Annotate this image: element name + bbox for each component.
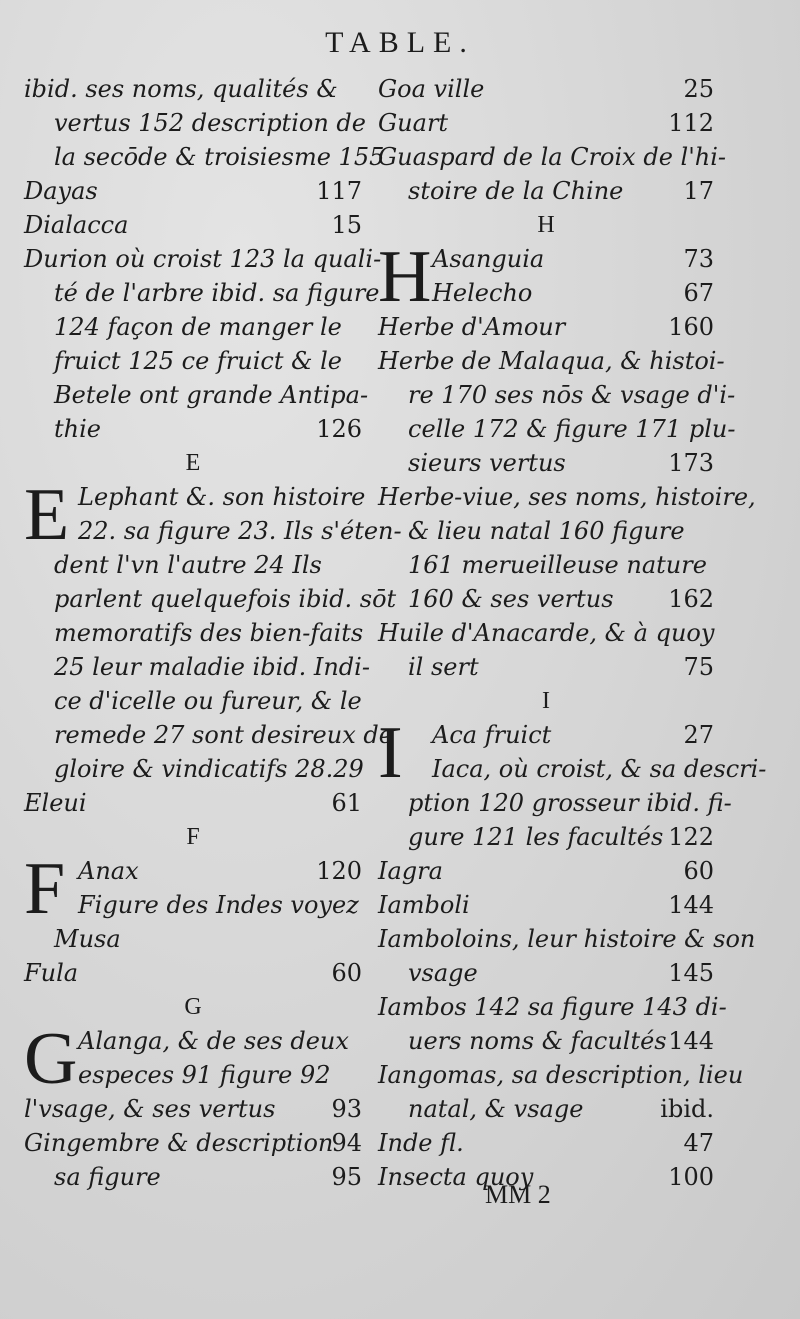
drop-capital: E <box>24 474 70 556</box>
entry-text: Asanguia <box>432 245 545 273</box>
index-entry <box>378 854 714 888</box>
entry-page-number: 122 <box>668 823 714 851</box>
index-entry <box>24 1160 362 1194</box>
index-entry <box>378 1058 744 1092</box>
index-entry <box>24 208 362 242</box>
index-entry <box>378 1024 714 1058</box>
index-entry <box>24 650 370 684</box>
entry-text: Anax <box>78 857 139 885</box>
index-entry <box>24 242 382 276</box>
index-entry <box>378 1092 714 1126</box>
entry-text: gure 121 les facultés <box>408 823 664 851</box>
entry-page-number: 15 <box>331 211 362 239</box>
drop-capital: F <box>24 848 66 930</box>
index-entry <box>24 582 397 616</box>
section-letter-heading: I <box>542 688 550 714</box>
entry-text: Iangomas, sa description, lieu <box>378 1061 744 1089</box>
entry-text: especes 91 figure 92 <box>78 1061 331 1089</box>
entry-text: Fula <box>24 959 79 987</box>
entry-text: té de l'arbre ibid. sa figure <box>54 279 380 307</box>
entry-text: 160 & ses vertus <box>408 585 614 613</box>
index-entry <box>24 1058 362 1092</box>
entry-page-number: 117 <box>316 177 362 205</box>
entry-page-number: 17 <box>683 177 714 205</box>
entry-page-number: 173 <box>668 449 714 477</box>
entry-text: 161 merueilleuse nature <box>408 551 707 579</box>
entry-text: Alanga, & de ses deux <box>78 1027 349 1055</box>
index-entry <box>24 106 366 140</box>
entry-page-number: ibid. <box>660 1095 714 1123</box>
entry-text: Iagra <box>378 857 443 885</box>
section-letter-heading: F <box>186 824 200 850</box>
entry-page-number: 61 <box>331 789 362 817</box>
index-entry <box>24 412 362 446</box>
entry-text: sieurs vertus <box>408 449 566 477</box>
entry-text: ce d'icelle ou fureur, & le <box>54 687 362 715</box>
entry-page-number: 160 <box>668 313 714 341</box>
index-entry <box>378 378 736 412</box>
index-entry <box>378 922 756 956</box>
signature-mark: MM 2 <box>485 1180 551 1209</box>
entry-page-number: 162 <box>668 585 714 613</box>
entry-page-number: 27 <box>683 721 714 749</box>
entry-text: Gingembre & description <box>24 1129 334 1157</box>
index-entry <box>24 310 362 344</box>
entry-text: Lephant &. son histoire <box>78 483 366 511</box>
entry-text: Herbe de Malaqua, & histoi- <box>378 347 725 375</box>
index-entry <box>24 378 369 412</box>
entry-page-number: 144 <box>668 891 714 919</box>
entry-page-number: 75 <box>683 653 714 681</box>
index-entry <box>24 174 362 208</box>
entry-page-number: 73 <box>683 245 714 273</box>
entry-text: stoire de la Chine <box>408 177 624 205</box>
index-entry <box>24 72 362 106</box>
index-entry <box>24 888 362 922</box>
entry-text: remede 27 sont desireux de <box>54 721 393 749</box>
entry-text: natal, & vsage <box>408 1095 584 1123</box>
entry-text: parlent quelquefois ibid. sōt <box>54 585 397 613</box>
index-entry <box>378 174 714 208</box>
index-entry <box>24 140 385 174</box>
entry-text: Figure des Indes voyez <box>78 891 359 919</box>
index-entry <box>378 548 714 582</box>
index-entry <box>378 956 714 990</box>
section-letter-heading: E <box>185 450 201 476</box>
entry-text: ption 120 grosseur ibid. fi- <box>408 789 732 817</box>
drop-capital: G <box>24 1018 78 1100</box>
entry-page-number: 47 <box>683 1129 714 1157</box>
entry-text: Betele ont grande Antipa- <box>54 381 369 409</box>
page-title: TABLE. <box>325 26 475 59</box>
entry-text: & lieu natal 160 figure <box>408 517 685 545</box>
index-entry <box>378 820 714 854</box>
entry-page-number: 94 <box>331 1129 362 1157</box>
entry-page-number: 67 <box>683 279 714 307</box>
entry-text: Iambos 142 sa figure 143 di- <box>378 993 727 1021</box>
entry-page-number: 60 <box>331 959 362 987</box>
entry-page-number: 93 <box>331 1095 362 1123</box>
index-entry <box>378 752 767 786</box>
entry-text: sa figure <box>54 1163 161 1191</box>
index-entry <box>378 480 756 514</box>
entry-text: Herbe-viue, ses noms, histoire, <box>378 483 756 511</box>
entry-text: Eleui <box>24 789 87 817</box>
index-entry <box>24 548 362 582</box>
entry-text: 124 façon de manger le <box>54 313 342 341</box>
entry-page-number: 100 <box>668 1163 714 1191</box>
index-entry <box>378 990 727 1024</box>
entry-text: 25 leur maladie ibid. Indi- <box>54 653 370 681</box>
index-entry <box>24 956 362 990</box>
entry-text: Guart <box>378 109 449 137</box>
index-entry <box>378 344 725 378</box>
section-letter-heading: G <box>184 994 202 1020</box>
index-entry <box>24 684 362 718</box>
index-entry <box>378 310 714 344</box>
entry-text: Huile d'Anacarde, & à quoy <box>378 619 715 647</box>
entry-text: Insecta quoy <box>378 1163 534 1191</box>
drop-capital: H <box>378 236 432 318</box>
section-letter-heading: H <box>537 212 555 238</box>
entry-text: Dayas <box>24 177 98 205</box>
index-entry <box>378 888 714 922</box>
entry-text: Dialacca <box>24 211 129 239</box>
index-entry <box>24 718 393 752</box>
index-entry <box>378 1126 714 1160</box>
entry-text: Herbe d'Amour <box>378 313 566 341</box>
index-entry <box>24 786 362 820</box>
index-entry <box>378 650 714 684</box>
entry-text: Aca fruict <box>432 721 552 749</box>
entry-text: Inde fl. <box>378 1129 464 1157</box>
entry-text: Guaspard de la Croix de l'hi- <box>378 143 727 171</box>
entry-page-number: 60 <box>683 857 714 885</box>
entry-text: dent l'vn l'autre 24 Ils <box>54 551 322 579</box>
entry-text: fruict 125 ce fruict & le <box>54 347 342 375</box>
entry-page-number: 120 <box>316 857 362 885</box>
index-entry <box>24 276 380 310</box>
entry-text: Goa ville <box>378 75 485 103</box>
entry-text: l'vsage, & ses vertus <box>24 1095 276 1123</box>
entry-text: ibid. ses noms, qualités & <box>24 75 338 103</box>
right-column <box>378 72 767 1194</box>
entry-text: Iamboli <box>378 891 470 919</box>
drop-capital: I <box>378 712 403 794</box>
index-entry <box>378 412 736 446</box>
index-entry <box>378 276 714 310</box>
index-entry <box>24 616 362 650</box>
index-entry <box>378 140 727 174</box>
index-entry <box>24 922 362 956</box>
entry-text: gloire & vindicatifs 28.29 <box>54 755 364 783</box>
entry-page-number: 126 <box>316 415 362 443</box>
entry-text: Musa <box>54 925 121 953</box>
entry-text: Iaca, où croist, & sa descri- <box>432 755 767 783</box>
index-entry <box>24 514 402 548</box>
entry-text: re 170 ses nōs & vsage d'i- <box>408 381 736 409</box>
entry-text: celle 172 & figure 171 plu- <box>408 415 736 443</box>
index-entry <box>378 446 714 480</box>
entry-text: Durion où croist 123 la quali- <box>24 245 382 273</box>
entry-page-number: 112 <box>668 109 714 137</box>
index-entry <box>378 72 714 106</box>
index-entry <box>378 582 714 616</box>
index-entry <box>378 514 714 548</box>
entry-text: vsage <box>408 959 478 987</box>
entry-text: 22. sa figure 23. Ils s'éten- <box>78 517 402 545</box>
left-column <box>24 72 402 1194</box>
entry-text: vertus 152 description de <box>54 109 366 137</box>
entry-page-number: 95 <box>331 1163 362 1191</box>
entry-text: Iamboloins, leur histoire & son <box>378 925 756 953</box>
entry-page-number: 144 <box>668 1027 714 1055</box>
index-entry <box>24 1092 362 1126</box>
entry-text: la secōde & troisiesme 155 <box>54 143 385 171</box>
index-entry <box>378 786 732 820</box>
entry-text: memoratifs des bien-faits <box>54 619 364 647</box>
index-entry <box>378 616 714 650</box>
index-entry <box>24 752 362 786</box>
entry-text: il sert <box>408 653 479 681</box>
entry-text: thie <box>54 415 101 443</box>
entry-text: uers noms & facultés <box>408 1027 667 1055</box>
index-entry <box>378 106 714 140</box>
index-entry <box>24 344 362 378</box>
entry-text: Helecho <box>432 279 533 307</box>
entry-page-number: 25 <box>683 75 714 103</box>
index-entry <box>24 1126 362 1160</box>
entry-page-number: 145 <box>668 959 714 987</box>
